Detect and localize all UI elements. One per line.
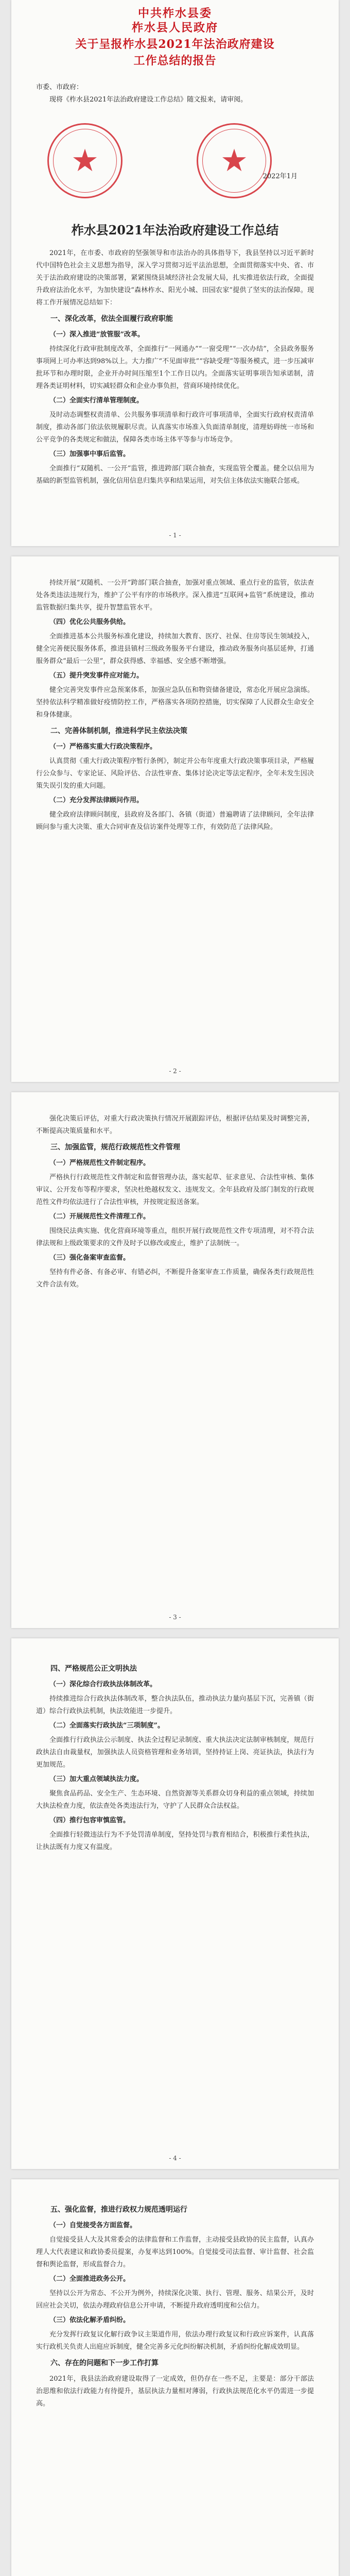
section-heading: 三、加强监管，规范行政规范性文件管理	[50, 1143, 180, 1151]
recipient-line: 市委、市政府：	[36, 83, 83, 91]
body-paragraph: 聚焦食品药品、安全生产、生态环境、自然资源等关系群众切身利益的重点领域，持续加大执法检查力度，依法查处各类违法行为，守护了人民群众合法权益。	[36, 1790, 314, 1810]
body-paragraph: 围绕民法典实施、优化营商环境等重点，组织开展行政规范性文件专项清理，对不符合法律法规和上级政策要求的文件及时予以修改或废止，维护了法制统一。	[36, 1227, 314, 1247]
letterhead-title-line-1: 关于呈报柞水县2021年法治政府建设	[75, 38, 275, 51]
body-paragraph: 持续开展“双随机、一公开”跨部门联合抽查，加强对重点领域、重点行业的监管，依法查处各类违法违规行为，维护了公平有序的市场秩序。深入推进“互联网+监管”系统建设，推动监管数据归集共享，提升智慧监管水平。	[36, 579, 314, 612]
subsection-heading: （三）加强事中事后监管。	[49, 450, 130, 458]
report-title: 柞水县2021年法治政府建设工作总结	[71, 223, 279, 238]
body-paragraph: 持续深化行政审批制度改革，全面推行“一网通办”“一窗受理”“一次办结”，全县政务服务事项网上可办率达到98%以上。大力推广“不见面审批”“容缺受理”等服务模式，进一步压减审批环节和办理时限，企业开办时间压缩至1个工作日以内。全面落实证明事项告知承诺制，清理各类证明材料，切实减轻群众和企业办事负担，营商环境持续优化。	[36, 345, 314, 390]
subsection-heading: （一）深化综合行政执法体制改革。	[49, 1681, 157, 1688]
subsection-heading: （二）全面落实行政执法“三项制度”。	[49, 1722, 164, 1730]
letterhead-org-committee: 中共柞水县委	[137, 7, 212, 20]
subsection-heading: （二）开展规范性文件清理工作。	[49, 1213, 150, 1221]
document-page-5	[11, 2179, 339, 2576]
body-paragraph: 全面推行轻微违法行为不予处罚清单制度，坚持处罚与教育相结合，积极推行柔性执法，让执法既有力度又有温度。	[36, 1831, 314, 1851]
body-paragraph: 自觉接受县人大及其常委会的法律监督和工作监督，主动接受县政协的民主监督，认真办理人大代表建议和政协委员提案，办复率达到100%。自觉接受司法监督、审计监督、社会监督和舆论监督，形成监督合力。	[36, 2236, 314, 2268]
subsection-heading: （一）严格落实重大行政决策程序。	[49, 743, 157, 751]
body-paragraph: 认真贯彻《重大行政决策程序暂行条例》，制定并公布年度重大行政决策事项目录，严格履行公众参与、专家论证、风险评估、合法性审查、集体讨论决定等法定程序，全年未发生因决策失误引发的重大问题。	[36, 757, 314, 790]
page-content	[11, 2203, 339, 2410]
body-paragraph: 全面推行行政执法公示制度、执法全过程记录制度、重大执法决定法制审核制度，规范行政执法自由裁量权，加强执法人员资格管理和业务培训，坚持持证上岗、亮证执法，执法行为更加规范。	[36, 1736, 314, 1769]
section-heading: 五、强化监督，推进行政权力规范透明运行	[50, 2206, 187, 2214]
subsection-heading: （四）优化公共服务供给。	[49, 618, 130, 626]
body-paragraph: 坚持以公开为常态、不公开为例外，持续深化决策、执行、管理、服务、结果公开，及时回应社会关切，依法办理政府信息公开申请，不断提升政府透明度和公信力。	[36, 2290, 314, 2310]
document-page-4	[11, 1638, 339, 2169]
seal-area	[11, 114, 339, 212]
body-paragraph: 全面推进基本公共服务标准化建设，持续加大教育、医疗、社保、住房等民生领域投入，健全完善便民服务体系，推进县镇村三级政务服务平台建设，推动政务服务向基层延伸，打通服务群众“最后一公里”，群众获得感、幸福感、安全感不断增强。	[36, 633, 314, 665]
subsection-heading: （三）强化备案审查监督。	[49, 1254, 130, 1262]
letterhead-title-line-2: 工作总结的报告	[133, 54, 217, 67]
government-seal	[197, 123, 272, 198]
subsection-heading: （二）充分发挥法律顾问作用。	[49, 796, 144, 804]
subsection-heading: （一）深入推进“放管服”改革。	[49, 331, 144, 338]
document-page-2	[11, 556, 339, 1082]
page-number: - 1 -	[169, 532, 181, 539]
subsection-heading: （三）加大重点领域执法力度。	[49, 1775, 144, 1783]
page-content	[11, 247, 339, 487]
body-paragraph: 坚持有件必备、有备必审、有错必纠，不断提升备案审查工作质量，确保各类行政规范性文件合法有效。	[36, 1268, 314, 1289]
page-content	[11, 577, 339, 834]
page-content	[11, 1662, 339, 1854]
section-heading: 一、深化改革，依法全面履行政府职能	[50, 315, 173, 323]
body-paragraph: 持续推进综合行政执法体制改革，整合执法队伍，推动执法力量向基层下沉，完善镇（街道）综合行政执法机制，执法效能进一步提升。	[36, 1695, 314, 1715]
body-paragraph: 健全政府法律顾问制度，县政府及各部门、各镇（街道）普遍聘请了法律顾问，全年法律顾问参与重大决策、重大合同审查及信访案件处理等工作，有效防范了法律风险。	[36, 811, 314, 831]
body-paragraph: 全面推行“双随机、一公开”监管，推进跨部门联合抽查，实现监管全覆盖。健全以信用为基础的新型监管机制，强化信用信息归集共享和结果运用，对失信主体依法实施联合惩戒。	[36, 465, 314, 485]
body-paragraph: 2021年，我县法治政府建设取得了一定成效，但仍存在一些不足，主要是：部分干部法治思维和依法行政能力有待提升，基层执法力量相对薄弱，行政执法规范化水平仍需进一步提高。	[36, 2375, 314, 2408]
subsection-heading: （三）依法化解矛盾纠纷。	[49, 2316, 130, 2324]
letterhead-org-government: 柞水县人民政府	[131, 21, 218, 35]
seal-star-icon: ★	[220, 143, 248, 179]
seal-star-icon: ★	[71, 143, 99, 179]
letterhead	[11, 0, 339, 68]
page-number: - 2 -	[169, 1067, 181, 1075]
party-committee-seal	[47, 123, 122, 198]
subsection-heading: （五）提升突发事件应对能力。	[49, 672, 144, 680]
page-number: - 3 -	[169, 1614, 181, 1621]
section-heading: 四、严格规范公正文明执法	[50, 1665, 137, 1673]
document-page-3	[11, 1092, 339, 1628]
section-heading: 二、完善体制机制，推进科学民主依法决策	[50, 727, 187, 735]
subsection-heading: （一）严格规范性文件制定程序。	[49, 1159, 150, 1167]
page-content	[11, 1113, 339, 1291]
transmittal-text: 现将《柞水县2021年法治政府建设工作总结》随文报来，请审阅。	[49, 96, 248, 104]
body-paragraph: 健全完善突发事件应急预案体系，加强应急队伍和物资储备建设，常态化开展应急演练。坚持依法科学精准做好疫情防控工作，严格落实各项防控措施，切实保障了人民群众生命安全和身体健康。	[36, 686, 314, 719]
subsection-heading: （一）自觉接受各方面监督。	[49, 2222, 137, 2229]
subsection-heading: （四）推行包容审慎监管。	[49, 1817, 130, 1824]
page-number: - 4 -	[169, 2155, 181, 2162]
subsection-heading: （二）全面实行清单管理制度。	[49, 397, 144, 404]
body-paragraph: 充分发挥行政复议化解行政争议主渠道作用，依法办理行政复议和行政应诉案件，认真落实行政机关负责人出庭应诉制度，健全完善多元化纠纷解决机制，矛盾纠纷化解成效明显。	[36, 2331, 314, 2351]
body-paragraph: 严格执行行政规范性文件制定和监督管理办法，落实起草、征求意见、合法性审核、集体审议、公开发布等程序要求，坚决杜绝越权发文、违规发文。全年县政府及部门制发的行政规范性文件均依法进行了合法性审核，并按规定报送备案。	[36, 1174, 314, 1206]
section-heading: 六、存在的问题和下一步工作打算	[50, 2359, 159, 2367]
subsection-heading: （二）全面推进政务公开。	[49, 2275, 130, 2283]
issue-date: 2022年1月	[262, 173, 297, 180]
document-page-1	[11, 0, 339, 546]
body-paragraph: 及时动态调整权责清单、公共服务事项清单和行政许可事项清单，全面实行政府权责清单制度，推动各部门依法依规履职尽责。认真落实市场准入负面清单制度，清理妨碍统一市场和公平竞争的各类规定和做法，保障各类市场主体平等参与市场竞争。	[36, 411, 314, 444]
body-paragraph: 强化决策后评估，对重大行政决策执行情况开展跟踪评估，根据评估结果及时调整完善，不断提高决策质量和水平。	[36, 1115, 314, 1135]
body-paragraph: 2021年，在市委、市政府的坚强领导和市法治办的具体指导下，我县坚持以习近平新时代中国特色社会主义思想为指导，深入学习贯彻习近平法治思想，全面贯彻落实中央、省、市关于法治政府建设的决策部署，紧紧围绕县域经济社会发展大局，扎实推进依法行政，全面提升政府法治化水平，为加快建设“森林柞水、阳光小城、田园农家”提供了坚实的法治保障。现将工作开展情况总结如下：	[36, 249, 314, 307]
